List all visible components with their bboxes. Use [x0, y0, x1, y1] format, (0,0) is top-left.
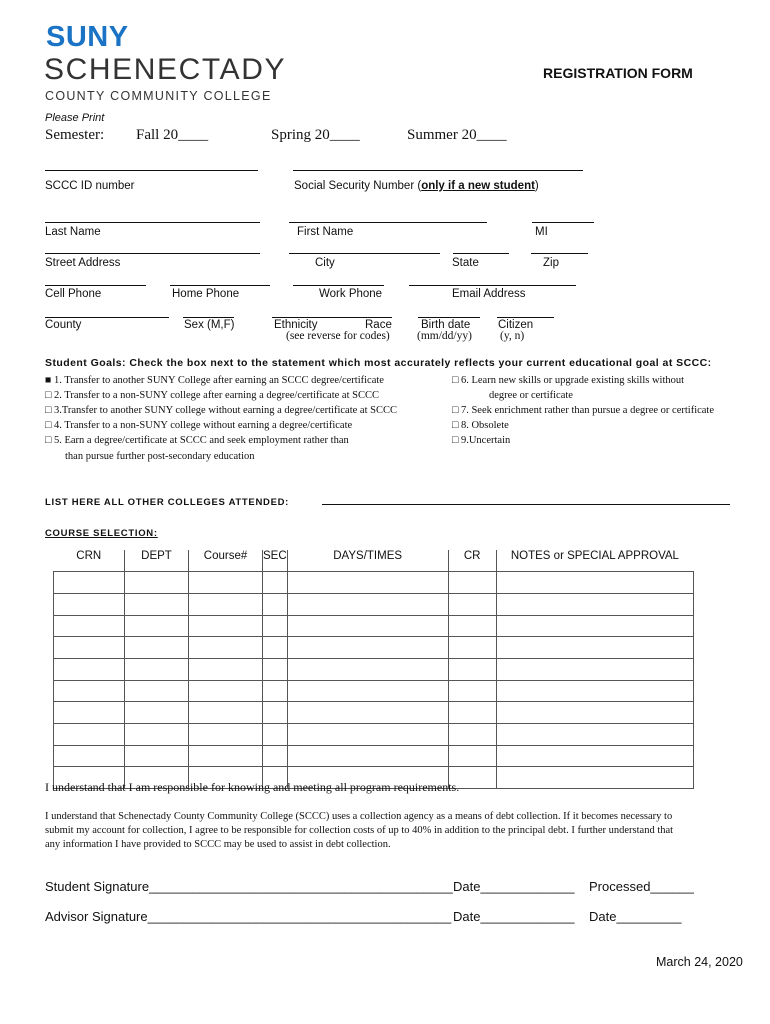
- zip-label: Zip: [543, 257, 559, 269]
- table-cell[interactable]: [125, 680, 189, 702]
- first-name-line[interactable]: [289, 222, 487, 223]
- zip-line[interactable]: [531, 253, 588, 254]
- col-dept: DEPT: [125, 550, 189, 572]
- table-cell[interactable]: [448, 572, 496, 594]
- state-label: State: [452, 257, 479, 269]
- table-cell[interactable]: [496, 767, 693, 789]
- table-cell[interactable]: [448, 615, 496, 637]
- col-cr: CR: [448, 550, 496, 572]
- col-sec: SEC: [263, 550, 288, 572]
- advisor-date-field[interactable]: Date_____________: [453, 909, 575, 924]
- footer-date: March 24, 2020: [656, 955, 743, 969]
- last-name-line[interactable]: [45, 222, 260, 223]
- col-days-times: DAYS/TIMES: [287, 550, 448, 572]
- table-cell[interactable]: [125, 658, 189, 680]
- collection-statement-line-1: I understand that Schenectady County Community College (SCCC) uses a collection agency as a means of debt collection. If it becomes necessary to: [45, 811, 673, 822]
- work-phone-label: Work Phone: [319, 288, 383, 300]
- form-title: REGISTRATION FORM: [543, 65, 693, 81]
- table-cell[interactable]: [54, 745, 125, 767]
- table-cell[interactable]: [496, 680, 693, 702]
- student-date-field[interactable]: Date_____________: [453, 879, 575, 894]
- table-row: [54, 572, 694, 594]
- citizen-format: (y, n): [500, 330, 525, 342]
- table-cell[interactable]: [448, 680, 496, 702]
- table-cell[interactable]: [287, 680, 448, 702]
- course-table: [53, 550, 694, 789]
- goal-6[interactable]: □ 6. Learn new skills or upgrade existing skills without: [452, 375, 685, 386]
- street-label: Street Address: [45, 257, 121, 269]
- email-label: Email Address: [452, 288, 526, 300]
- table-cell[interactable]: [263, 572, 288, 594]
- col-notes: NOTES or SPECIAL APPROVAL: [496, 550, 693, 572]
- birth-date-line[interactable]: [418, 317, 480, 318]
- table-row: [54, 680, 694, 702]
- goal-5[interactable]: □ 5. Earn a degree/certificate at SCCC and seek employment rather than: [45, 435, 349, 446]
- col-course: Course#: [189, 550, 263, 572]
- table-cell[interactable]: [448, 724, 496, 746]
- table-cell[interactable]: [54, 593, 125, 615]
- table-cell[interactable]: [54, 724, 125, 746]
- city-label: City: [315, 257, 335, 269]
- goals-heading: Student Goals: Check the box next to the statement which most accurately reflects your current educational goal at SCCC:: [45, 357, 712, 369]
- birth-date-format: (mm/dd/yy): [417, 330, 472, 342]
- table-cell[interactable]: [448, 637, 496, 659]
- goal-3[interactable]: □ 3.Transfer to another SUNY college without earning a degree/certificate at SCCC: [45, 405, 397, 416]
- table-cell[interactable]: [287, 593, 448, 615]
- work-phone-line[interactable]: [293, 285, 384, 286]
- table-cell[interactable]: [496, 637, 693, 659]
- mi-line[interactable]: [532, 222, 594, 223]
- other-colleges-line[interactable]: [322, 504, 730, 505]
- table-cell[interactable]: [189, 593, 263, 615]
- table-cell[interactable]: [125, 702, 189, 724]
- table-cell[interactable]: [189, 615, 263, 637]
- table-cell[interactable]: [287, 702, 448, 724]
- email-line[interactable]: [409, 285, 576, 286]
- table-cell[interactable]: [496, 658, 693, 680]
- street-line[interactable]: [45, 253, 260, 254]
- ssn-line[interactable]: [293, 170, 583, 171]
- table-cell[interactable]: [496, 593, 693, 615]
- goal-2[interactable]: □ 2. Transfer to a non-SUNY college after earning a degree/certificate at SCCC: [45, 390, 379, 401]
- student-signature-field[interactable]: Student Signature__________________________________________: [45, 879, 453, 894]
- sex-line[interactable]: [183, 317, 234, 318]
- please-print-note: Please Print: [45, 112, 105, 124]
- table-cell[interactable]: [189, 680, 263, 702]
- goal-5-continued: than pursue further post-secondary education: [65, 451, 255, 462]
- table-cell[interactable]: [287, 572, 448, 594]
- table-row: [54, 658, 694, 680]
- sccc-id-line[interactable]: [45, 170, 258, 171]
- table-cell[interactable]: [496, 724, 693, 746]
- logo-college-name: COUNTY COMMUNITY COLLEGE: [45, 89, 272, 103]
- table-cell[interactable]: [287, 724, 448, 746]
- table-cell[interactable]: [54, 680, 125, 702]
- table-cell[interactable]: [54, 658, 125, 680]
- table-row: [54, 593, 694, 615]
- logo-schenectady: SCHENECTADY: [44, 53, 287, 86]
- table-cell[interactable]: [448, 593, 496, 615]
- table-cell[interactable]: [125, 593, 189, 615]
- table-row: [54, 702, 694, 724]
- goal-1[interactable]: ■ 1. Transfer to another SUNY College after earning an SCCC degree/certificate: [45, 375, 384, 386]
- table-cell[interactable]: [189, 637, 263, 659]
- date-field[interactable]: Date_________: [589, 909, 682, 924]
- advisor-signature-field[interactable]: Advisor Signature__________________________________________: [45, 909, 452, 924]
- table-cell[interactable]: [448, 658, 496, 680]
- semester-spring[interactable]: Spring 20____: [271, 127, 360, 143]
- table-cell[interactable]: [263, 680, 288, 702]
- table-cell[interactable]: [125, 637, 189, 659]
- table-row: [54, 745, 694, 767]
- table-cell[interactable]: [189, 702, 263, 724]
- sex-label: Sex (M,F): [184, 319, 235, 331]
- table-cell[interactable]: [263, 658, 288, 680]
- table-cell[interactable]: [125, 724, 189, 746]
- ethnicity-note: (see reverse for codes): [286, 330, 390, 342]
- birth-date-label: Birth date: [421, 319, 471, 331]
- table-cell[interactable]: [189, 745, 263, 767]
- county-label: County: [45, 319, 82, 331]
- goal-9[interactable]: □ 9.Uncertain: [452, 435, 511, 446]
- table-row: [54, 637, 694, 659]
- citizen-label: Citizen: [498, 319, 534, 331]
- table-cell[interactable]: [263, 702, 288, 724]
- table-cell[interactable]: [54, 572, 125, 594]
- table-cell[interactable]: [189, 724, 263, 746]
- other-colleges-label: LIST HERE ALL OTHER COLLEGES ATTENDED:: [45, 497, 290, 508]
- table-cell[interactable]: [54, 615, 125, 637]
- county-line[interactable]: [45, 317, 169, 318]
- table-cell[interactable]: [125, 745, 189, 767]
- table-cell[interactable]: [263, 615, 288, 637]
- table-row: [54, 724, 694, 746]
- table-cell[interactable]: [263, 637, 288, 659]
- home-phone-label: Home Phone: [172, 288, 240, 300]
- responsibility-statement: I understand that I am responsible for knowing and meeting all program requirements.: [45, 780, 460, 794]
- table-row: [54, 615, 694, 637]
- ethnicity-label: Ethnicity: [274, 319, 318, 331]
- table-cell[interactable]: [189, 572, 263, 594]
- first-name-label: First Name: [297, 226, 354, 238]
- cell-phone-label: Cell Phone: [45, 288, 102, 300]
- course-selection-label: COURSE SELECTION:: [45, 528, 158, 539]
- table-cell[interactable]: [496, 702, 693, 724]
- course-table-header: [54, 550, 694, 572]
- race-label: Race: [365, 319, 392, 331]
- ssn-label: Social Security Number (only if a new student): [294, 180, 539, 192]
- state-line[interactable]: [453, 253, 509, 254]
- table-cell[interactable]: [54, 702, 125, 724]
- logo-suny: SUNY: [46, 21, 129, 53]
- table-cell[interactable]: [54, 637, 125, 659]
- col-crn: CRN: [54, 550, 125, 572]
- mi-label: MI: [535, 226, 548, 238]
- collection-statement-line-2: submit my account for collection, I agree to be responsible for collection costs of up to 40% in addition to the principal debt. I further understand that: [45, 825, 674, 836]
- goal-7[interactable]: □ 7. Seek enrichment rather than pursue a degree or certificate: [452, 405, 715, 416]
- collection-statement-line-3: any information I have provided to SCCC may be used to assist in debt collection.: [45, 839, 391, 850]
- last-name-label: Last Name: [45, 226, 101, 238]
- table-cell[interactable]: [287, 637, 448, 659]
- table-cell[interactable]: [496, 615, 693, 637]
- goal-8[interactable]: □ 8. Obsolete: [452, 420, 509, 431]
- table-cell[interactable]: [287, 745, 448, 767]
- goal-6-continued: degree or certificate: [489, 390, 573, 401]
- sccc-id-label: SCCC ID number: [45, 180, 135, 192]
- home-phone-line[interactable]: [170, 285, 270, 286]
- table-cell[interactable]: [287, 658, 448, 680]
- table-cell[interactable]: [496, 572, 693, 594]
- table-cell[interactable]: [125, 572, 189, 594]
- ethnicity-race-line[interactable]: [272, 317, 392, 318]
- table-cell[interactable]: [189, 658, 263, 680]
- table-cell[interactable]: [263, 724, 288, 746]
- cell-phone-line[interactable]: [45, 285, 146, 286]
- semester-label: Semester:: [45, 127, 105, 143]
- goal-4[interactable]: □ 4. Transfer to a non-SUNY college without earning a degree/certificate: [45, 420, 353, 431]
- table-cell[interactable]: [496, 745, 693, 767]
- semester-summer[interactable]: Summer 20____: [407, 127, 507, 143]
- citizen-line[interactable]: [497, 317, 554, 318]
- table-cell[interactable]: [448, 702, 496, 724]
- city-line[interactable]: [289, 253, 440, 254]
- table-cell[interactable]: [448, 745, 496, 767]
- table-cell[interactable]: [287, 615, 448, 637]
- table-cell[interactable]: [125, 615, 189, 637]
- table-cell[interactable]: [263, 593, 288, 615]
- semester-fall[interactable]: Fall 20____: [136, 127, 209, 143]
- table-cell[interactable]: [263, 745, 288, 767]
- ssn-note: only if a new student: [421, 180, 535, 192]
- processed-field[interactable]: Processed______: [589, 879, 694, 894]
